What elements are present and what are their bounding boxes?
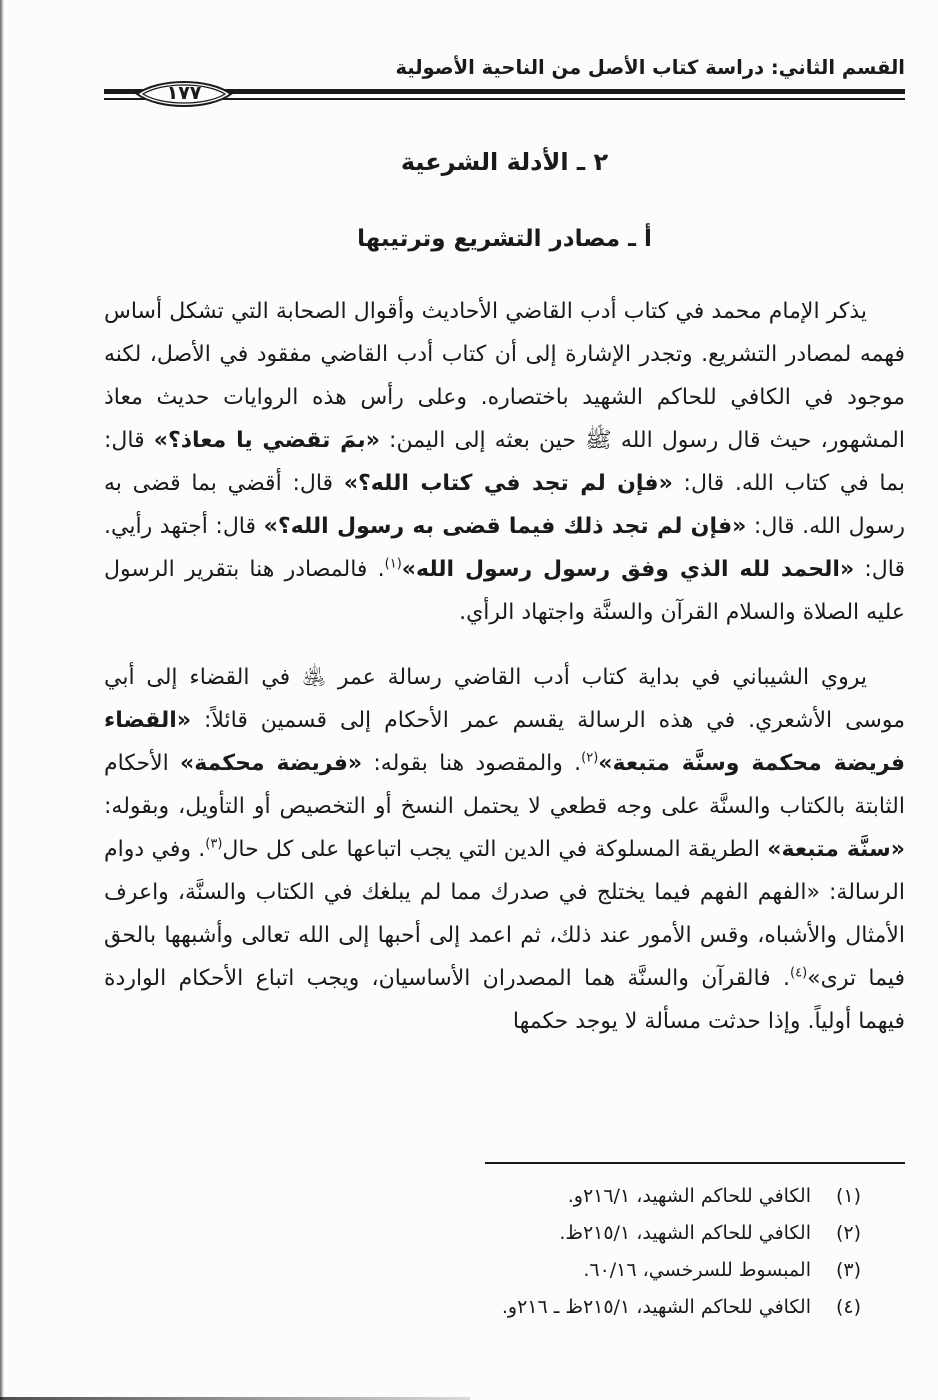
paragraph [104, 290, 905, 634]
running-head: القسم الثاني: دراسة كتاب الأصل من الناحية الأصولية [395, 56, 905, 79]
page-number: ١٧٧ [166, 82, 202, 104]
footnote-text: الكافي للحاكم الشهيد، ٢١٥/١ظ ـ ٢١٦و. [501, 1296, 811, 1318]
text-segment: قال: بما في كتاب الله. قال: [104, 428, 905, 496]
page-content [104, 106, 905, 1065]
quote-bold: «الحمد لله الذي وفق رسول رسول الله» [401, 557, 855, 582]
text-segment: قال: أجتهد رأيي. قال: [104, 514, 906, 582]
footnote-number: (٤) [835, 1296, 861, 1318]
footnote-ref: (٣) [205, 836, 223, 852]
quote-bold: «فريضة محكمة» [180, 751, 363, 776]
quote-bold: «سنَّة متبعة» [767, 837, 905, 862]
text-segment: قال: أقضي بما قضى به رسول الله. قال: [104, 471, 906, 539]
footnote [104, 1252, 905, 1289]
text-segment: يذكر الإمام محمد في كتاب أدب القاضي الأحاديث وأقوال الصحابة التي تشكل أساس فهمه لمصادر التشريع. وتجدر الإشارة إلى أن كتاب أدب القاضي مفقود في الأصل، لكنه موجود في الكافي للحاكم الشهيد باختصاره. وعلى رأس هذه الروايات حديث معاذ المشهور، حيث قال رسول الله ﷺ حين بعثه إلى اليمن: [104, 299, 905, 453]
footnote-ref: (١) [384, 556, 402, 572]
footnote [104, 1215, 905, 1252]
quote-bold: «فإن لم تجد في كتاب الله؟» [343, 471, 673, 496]
footnote-number: (١) [835, 1185, 861, 1207]
footnotes-area [104, 1162, 905, 1400]
subsection-heading: أ ـ مصادر التشريع وترتيبها [357, 226, 652, 252]
footnote [104, 1178, 905, 1215]
text-segment: يروي الشيباني في بداية كتاب أدب القاضي رسالة عمر ﵁ في القضاء إلى أبي موسى الأشعري. في هذه الرسالة يقسم عمر الأحكام إلى قسمين قائلاً: [104, 665, 905, 733]
footnote-list [104, 1178, 905, 1326]
footnote-text: الكافي للحاكم الشهيد، ٢١٥/١ظ. [559, 1222, 811, 1244]
quote-bold: «فإن لم تجد ذلك فيما قضى به رسول الله؟» [263, 514, 747, 539]
text-segment: . فالقرآن والسنَّة هما المصدران الأساسيان، ويجب اتباع الأحكام الواردة فيهما أولياً. وإذا حدثت مسألة لا يوجد حكمها [104, 966, 905, 1034]
page-header [104, 56, 905, 106]
footnote-ref: (٤) [790, 965, 808, 981]
header-rule [104, 82, 905, 104]
quote-bold: «القضاء فريضة محكمة وسنَّة متبعة» [104, 708, 905, 776]
footnote [104, 1289, 905, 1326]
body-text [104, 290, 905, 1043]
text-segment: . فالمصادر هنا بتقرير الرسول عليه الصلاة والسلام القرآن والسنَّة واجتهاد الرأي. [104, 557, 905, 625]
quote-bold: «بمَ تقضي يا معاذ؟» [153, 428, 380, 453]
text-segment: الطريقة المسلوكة في الدين التي يجب اتباعها على كل حال [222, 837, 768, 862]
scan-edge-artifact [0, 0, 4, 1400]
footnote-separator [485, 1162, 905, 1164]
section-heading: ٢ ـ الأدلة الشرعية [400, 148, 609, 176]
text-segment: . وفي دوام الرسالة: «الفهم الفهم فيما يختلج في صدرك مما لم يبلغك في الكتاب والسنَّة، واعرف الأمثال والأشباه، وقس الأمور عند ذلك، ثم اعمد إلى أحبها إلى الله تعالى وأشبهها بالحق فيما ترى» [104, 837, 905, 991]
footnote-ref: (٢) [581, 750, 599, 766]
text-segment: الأحكام الثابتة بالكتاب والسنَّة على وجه قطعي لا يحتمل النسخ أو التخصيص أو التأويل، وبقوله: [104, 751, 905, 819]
footnote-number: (٢) [835, 1222, 861, 1244]
text-segment: . والمقصود هنا بقوله: [362, 751, 582, 776]
footnote-text: المبسوط للسرخسي، ٦٠/١٦. [583, 1259, 811, 1281]
page-number-ornament [134, 74, 234, 114]
footnote-number: (٣) [835, 1259, 861, 1281]
footnote-text: الكافي للحاكم الشهيد، ٢١٦/١و. [567, 1185, 811, 1207]
paragraph [104, 656, 905, 1043]
